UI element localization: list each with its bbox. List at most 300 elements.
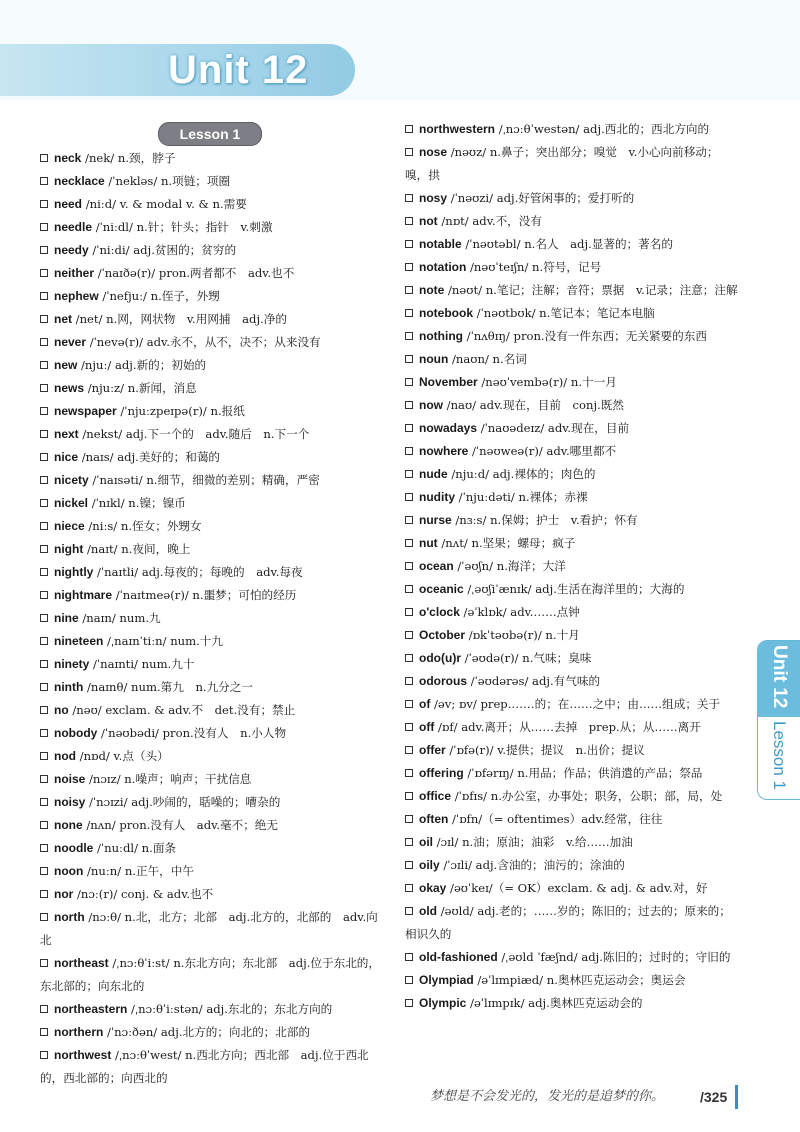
vocab-definition: /ˈɒfn/（= oftentimes）adv.经常，往往 [448, 812, 663, 826]
header-banner [0, 0, 800, 100]
vocab-entry [405, 279, 740, 302]
checkbox-icon[interactable] [40, 407, 48, 415]
vocab-entry [405, 831, 740, 854]
vocab-entry [40, 354, 382, 377]
vocab-word: ninety [54, 657, 90, 671]
vocab-word: nephew [54, 289, 99, 303]
vocab-word: nobody [54, 726, 98, 740]
vocab-word: northeastern [54, 1002, 128, 1016]
checkbox-icon[interactable] [40, 246, 48, 254]
checkbox-icon[interactable] [40, 315, 48, 323]
checkbox-icon[interactable] [40, 1028, 48, 1036]
vocab-definition: /ˈnɪkl/ n.镍；镍币 [88, 496, 186, 510]
vocab-entry [405, 348, 740, 371]
vocab-entry [40, 676, 382, 699]
vocab-word: nut [419, 536, 438, 550]
vocab-word: Olympic [419, 996, 467, 1010]
vocab-entry [40, 837, 382, 860]
checkbox-icon[interactable] [40, 660, 48, 668]
vocab-definition: /nəʊˈvembə(r)/ n.十一月 [477, 375, 617, 389]
checkbox-icon[interactable] [40, 1005, 48, 1013]
vocab-word: newspaper [54, 404, 117, 418]
checkbox-icon[interactable] [40, 890, 48, 898]
vocab-word: northeast [54, 956, 109, 970]
checkbox-icon[interactable] [405, 355, 413, 363]
vocab-entry [40, 607, 382, 630]
checkbox-icon[interactable] [40, 637, 48, 645]
vocab-word: notebook [419, 306, 473, 320]
vocab-entry [405, 394, 740, 417]
vocab-word: nude [419, 467, 448, 481]
vocab-definition: /nekst/ adj.下一个的 adv.随后 n.下一个 [78, 427, 310, 441]
vocab-entry [405, 693, 740, 716]
vocab-entry [40, 860, 382, 883]
vocab-entry [405, 854, 740, 877]
vocab-definition: /naɪnθ/ num.第九 n.九分之一 [83, 680, 253, 694]
checkbox-icon[interactable] [405, 884, 413, 892]
vocab-word: nightmare [54, 588, 113, 602]
checkbox-icon[interactable] [40, 867, 48, 875]
checkbox-icon[interactable] [40, 913, 48, 921]
vocab-word: November [419, 375, 478, 389]
vocab-word: nosy [419, 191, 448, 205]
vocab-definition: /ˈniːdi/ adj.贫困的；贫穷的 [88, 243, 237, 257]
vocab-entry [40, 722, 382, 745]
side-tab-unit-label: Unit 12 [769, 645, 790, 709]
checkbox-icon[interactable] [405, 286, 413, 294]
vocab-definition: /nəʊt/ n.笔记；注解；音符；票据 v.记录；注意；注解 [444, 283, 738, 297]
vocab-entry [405, 601, 740, 624]
vocab-definition: /ˈnevə(r)/ adv.永不，从不，决不；从来没有 [86, 335, 321, 349]
vocab-definition: /ˈəʊʃn/ n.海洋；大洋 [453, 559, 566, 573]
checkbox-icon[interactable] [40, 177, 48, 185]
checkbox-icon[interactable] [40, 453, 48, 461]
vocab-word: neck [54, 151, 82, 165]
vocab-entry [405, 233, 740, 256]
vocab-word: northwest [54, 1048, 112, 1062]
vocab-entry [405, 302, 740, 325]
vocab-word: old [419, 904, 437, 918]
vocab-word: noodle [54, 841, 94, 855]
vocab-word: news [54, 381, 85, 395]
vocab-entry [40, 262, 382, 285]
vocab-word: noun [419, 352, 449, 366]
checkbox-icon[interactable] [40, 522, 48, 530]
vocab-entry [40, 1044, 382, 1090]
vocab-entry [405, 440, 740, 463]
vocab-word: notable [419, 237, 462, 251]
vocab-word: nurse [419, 513, 452, 527]
checkbox-icon[interactable] [40, 844, 48, 852]
checkbox-icon[interactable] [40, 706, 48, 714]
vocab-definition: /ˈniːdl/ n.针；针头；指针 v.刺激 [92, 220, 273, 234]
vocab-entry [40, 216, 382, 239]
checkbox-icon[interactable] [405, 378, 413, 386]
vocab-definition: /naɪs/ adj.美好的；和蔼的 [78, 450, 221, 464]
vocab-word: noise [54, 772, 86, 786]
checkbox-icon[interactable] [405, 677, 413, 685]
vocab-entry [40, 170, 382, 193]
page-number-bar [735, 1085, 738, 1109]
vocab-definition: /ˈnəʊbədi/ pron.没有人 n.小人物 [97, 726, 287, 740]
checkbox-icon[interactable] [405, 585, 413, 593]
vocab-word: off [419, 720, 435, 734]
checkbox-icon[interactable] [405, 562, 413, 570]
checkbox-icon[interactable] [405, 401, 413, 409]
vocab-definition: /ˈnaɪtmeə(r)/ n.噩梦；可怕的经历 [112, 588, 297, 602]
vocab-definition: /ˈnefjuː/ n.侄子，外甥 [98, 289, 220, 303]
vocab-entry [405, 210, 740, 233]
checkbox-icon[interactable] [405, 309, 413, 317]
checkbox-icon[interactable] [405, 953, 413, 961]
right-word-column [405, 118, 740, 1015]
vocab-definition: /ˈnəʊweə(r)/ adv.哪里都不 [468, 444, 617, 458]
checkbox-icon[interactable] [405, 539, 413, 547]
checkbox-icon[interactable] [40, 545, 48, 553]
vocab-definition: /ˈnjuːdəti/ n.裸体；赤裸 [455, 490, 588, 504]
checkbox-icon[interactable] [40, 959, 48, 967]
vocab-definition: /njuːz/ n.新闻，消息 [84, 381, 197, 395]
checkbox-icon[interactable] [405, 424, 413, 432]
checkbox-icon[interactable] [405, 723, 413, 731]
vocab-definition: /əʊˈkeɪ/（= OK）exclam. & adj. & adv.对，好 [446, 881, 708, 895]
vocab-entry [40, 561, 382, 584]
checkbox-icon[interactable] [40, 200, 48, 208]
vocab-word: not [419, 214, 438, 228]
vocab-definition: /nɜːs/ n.保姆；护士 v.看护；怀有 [451, 513, 638, 527]
vocab-word: nightly [54, 565, 94, 579]
vocab-entry [40, 377, 382, 400]
checkbox-icon[interactable] [405, 332, 413, 340]
vocab-entry [40, 308, 382, 331]
checkbox-icon[interactable] [40, 430, 48, 438]
vocab-entry [40, 538, 382, 561]
vocab-definition: /ɔɪl/ n.油；原油；油彩 v.给……加油 [433, 835, 633, 849]
vocab-entry [405, 417, 740, 440]
vocab-definition: /nɔː(r)/ conj. & adv.也不 [73, 887, 214, 901]
vocab-word: odo(u)r [419, 651, 461, 665]
vocab-definition: /ˈɔɪli/ adj.含油的；油污的；涂油的 [439, 858, 625, 872]
vocab-word: oily [419, 858, 440, 872]
vocab-word: none [54, 818, 83, 832]
vocab-entry [40, 400, 382, 423]
vocab-definition: /ˈnɔːðən/ adj.北方的；向北的；北部的 [103, 1025, 311, 1039]
vocab-definition: /ˈnɔɪzi/ adj.吵闹的，聒噪的；嘈杂的 [85, 795, 281, 809]
checkbox-icon[interactable] [405, 976, 413, 984]
vocab-entry [405, 647, 740, 670]
checkbox-icon[interactable] [40, 798, 48, 806]
vocab-entry [40, 791, 382, 814]
vocab-entry [40, 768, 382, 791]
vocab-entry [40, 492, 382, 515]
footer-motto: 梦想是不会发光的，发光的是追梦的你。 [430, 1089, 665, 1104]
vocab-entry [405, 624, 740, 647]
vocab-definition: /nɒt/ adv.不，没有 [437, 214, 542, 228]
vocab-entry [40, 906, 382, 952]
vocab-word: north [54, 910, 85, 924]
checkbox-icon[interactable] [405, 700, 413, 708]
vocab-definition: /ˌnaɪnˈtiːn/ num.十九 [103, 634, 223, 648]
vocab-word: next [54, 427, 79, 441]
vocab-word: now [419, 398, 443, 412]
vocab-entry [405, 509, 740, 532]
vocab-definition: /nʌt/ n.坚果；螺母；疯子 [437, 536, 576, 550]
vocab-definition: /nuːn/ n.正午，中午 [83, 864, 194, 878]
vocab-definition: /ˈəʊdərəs/ adj.有气味的 [467, 674, 601, 688]
vocab-word: old-fashioned [419, 950, 498, 964]
vocab-word: neither [54, 266, 95, 280]
vocab-definition: /ˈnaʊədeɪz/ adv.现在，目前 [477, 421, 630, 435]
vocab-entry [40, 423, 382, 446]
vocab-entry [405, 486, 740, 509]
vocab-word: offering [419, 766, 464, 780]
vocab-entry [40, 952, 382, 998]
vocab-word: northern [54, 1025, 104, 1039]
checkbox-icon[interactable] [40, 591, 48, 599]
vocab-entry [405, 670, 740, 693]
vocab-entry [405, 992, 740, 1015]
vocab-entry [405, 762, 740, 785]
vocab-word: northwestern [419, 122, 496, 136]
vocab-word: October [419, 628, 466, 642]
checkbox-icon[interactable] [405, 907, 413, 915]
vocab-definition: /njuː/ adj.新的；初始的 [77, 358, 207, 372]
checkbox-icon[interactable] [40, 568, 48, 576]
checkbox-icon[interactable] [405, 608, 413, 616]
vocab-word: nod [54, 749, 76, 763]
vocab-word: oceanic [419, 582, 464, 596]
vocab-entry [405, 141, 740, 187]
vocab-word: o'clock [419, 605, 460, 619]
vocab-definition: /əʊld/ adj.老的；……岁的；陈旧的；过去的；原来的；相识久的 [405, 904, 731, 941]
vocab-entry [40, 745, 382, 768]
checkbox-icon[interactable] [40, 683, 48, 691]
vocab-entry [405, 716, 740, 739]
vocab-word: never [54, 335, 87, 349]
vocab-word: offer [419, 743, 446, 757]
vocab-entry [40, 653, 382, 676]
vocab-entry [405, 900, 740, 946]
vocab-word: net [54, 312, 72, 326]
side-tab-unit [758, 641, 800, 717]
vocab-definition: /ˈnaɪðə(r)/ pron.两者都不 adv.也不 [94, 266, 295, 280]
checkbox-icon[interactable] [40, 821, 48, 829]
vocab-definition: /nəʊz/ n.鼻子；突出部分；嗅觉 v.小心向前移动；嗅，拱 [405, 145, 719, 182]
vocab-definition: /nɔɪz/ n.噪声；响声；干扰信息 [85, 772, 252, 786]
checkbox-icon[interactable] [40, 269, 48, 277]
vocab-word: okay [419, 881, 447, 895]
left-word-column [40, 147, 382, 1090]
vocab-definition: /ˈnʌθɪŋ/ pron.没有一件东西；无关紧要的东西 [462, 329, 707, 343]
vocab-entry [405, 118, 740, 141]
vocab-entry [40, 630, 382, 653]
vocab-word: nineteen [54, 634, 104, 648]
checkbox-icon[interactable] [40, 775, 48, 783]
vocab-definition: /ɒkˈtəʊbə(r)/ n.十月 [465, 628, 580, 642]
vocab-word: oil [419, 835, 433, 849]
vocab-definition: /ˌnɔːθˈwest/ n.西北方向；西北部 adj.位于西北的，西北部的；向西北的 [40, 1048, 369, 1085]
vocab-word: nowhere [419, 444, 469, 458]
checkbox-icon[interactable] [405, 194, 413, 202]
vocab-entry [405, 371, 740, 394]
vocab-entry [40, 998, 382, 1021]
vocab-entry [40, 515, 382, 538]
checkbox-icon[interactable] [405, 999, 413, 1007]
vocab-definition: /ˈnuːdl/ n.面条 [93, 841, 177, 855]
side-tab-lesson-label: Lesson 1 [770, 721, 789, 790]
vocab-entry [405, 946, 740, 969]
vocab-entry [40, 699, 382, 722]
vocab-definition: /naɪt/ n.夜间，晚上 [83, 542, 191, 556]
vocab-definition: /ɒf/ adv.离开；从……去掉 prep.从；从……离开 [434, 720, 701, 734]
vocab-definition: /ˈnekləs/ n.项链；项圈 [104, 174, 231, 188]
vocab-definition: /ˈnəʊzi/ adj.好管闲事的；爱打听的 [447, 191, 635, 205]
checkbox-icon[interactable] [40, 752, 48, 760]
checkbox-icon[interactable] [405, 217, 413, 225]
vocab-definition: /ˈɒfə(r)/ v.提供；提议 n.出价；提议 [445, 743, 645, 757]
vocab-word: needy [54, 243, 89, 257]
vocab-word: nudity [419, 490, 455, 504]
vocab-word: needle [54, 220, 93, 234]
vocab-definition: /naʊ/ adv.现在，目前 conj.既然 [443, 398, 624, 412]
checkbox-icon[interactable] [405, 815, 413, 823]
vocab-entry [40, 331, 382, 354]
vocab-word: noon [54, 864, 84, 878]
vocab-definition: /nʌn/ pron.没有人 adv.毫不；绝无 [82, 818, 278, 832]
vocab-definition: /nəʊ/ exclam. & adv.不 det.没有；禁止 [68, 703, 296, 717]
checkbox-icon[interactable] [40, 476, 48, 484]
vocab-definition: /nɒd/ v.点（头） [76, 749, 169, 763]
vocab-definition: /naʊn/ n.名词 [448, 352, 527, 366]
vocab-definition: /əv; ɒv/ prep.……的；在……之中；由……组成；关于 [430, 697, 721, 711]
checkbox-icon[interactable] [40, 614, 48, 622]
vocab-definition: /niːd/ v. & modal v. & n.需要 [82, 197, 247, 211]
vocab-word: necklace [54, 174, 105, 188]
vocab-entry [40, 285, 382, 308]
vocab-word: nothing [419, 329, 463, 343]
vocab-definition: /ˈnaɪsəti/ n.细节，细微的差别；精确，严密 [88, 473, 320, 487]
page-number: /325 [700, 1089, 728, 1105]
vocab-definition: /nɔːθ/ n.北，北方；北部 adj.北方的，北部的 adv.向北 [40, 910, 378, 947]
vocab-entry [405, 532, 740, 555]
vocab-entry [40, 814, 382, 837]
vocab-definition: /ˈnaɪtli/ adj.每夜的；每晚的 adv.每夜 [93, 565, 303, 579]
vocab-entry [40, 193, 382, 216]
vocab-definition: /ˈnjuːzpeɪpə(r)/ n.报纸 [116, 404, 245, 418]
vocab-entry [40, 446, 382, 469]
checkbox-icon[interactable] [405, 240, 413, 248]
vocab-definition: /ˈnəʊtbʊk/ n.笔记本；笔记本电脑 [473, 306, 655, 320]
vocab-word: nose [419, 145, 448, 159]
checkbox-icon[interactable] [40, 384, 48, 392]
vocab-word: note [419, 283, 445, 297]
vocab-definition: /net/ n.网，网状物 v.用网捕 adj.净的 [72, 312, 287, 326]
vocab-definition: /njuːd/ adj.裸体的；肉色的 [447, 467, 596, 481]
vocab-entry [40, 584, 382, 607]
vocab-definition: /nəʊˈteɪʃn/ n.符号，记号 [466, 260, 602, 274]
checkbox-icon[interactable] [40, 292, 48, 300]
side-tab [757, 640, 800, 800]
vocab-definition: /ˌnɔːθˈiːst/ n.东北方向；东北部 adj.位于东北的，东北部的；向东北的 [40, 956, 380, 993]
vocab-entry [405, 578, 740, 601]
vocab-word: of [419, 697, 431, 711]
vocab-word: new [54, 358, 78, 372]
checkbox-icon[interactable] [405, 516, 413, 524]
checkbox-icon[interactable] [405, 447, 413, 455]
vocab-entry [405, 877, 740, 900]
vocab-definition: /ˌnɔːθˈiːstən/ adj.东北的；东北方向的 [127, 1002, 333, 1016]
checkbox-icon[interactable] [405, 838, 413, 846]
vocab-entry [40, 883, 382, 906]
checkbox-icon[interactable] [405, 654, 413, 662]
vocab-entry [405, 969, 740, 992]
lesson-badge: Lesson 1 [158, 122, 262, 146]
vocab-entry [405, 555, 740, 578]
vocab-definition: /əˈlɪmpɪk/ adj.奥林匹克运动会的 [466, 996, 643, 1010]
vocab-definition: /əˈklɒk/ adv.……点钟 [459, 605, 580, 619]
checkbox-icon[interactable] [405, 125, 413, 133]
vocab-definition: /ˌəʊʃiˈænɪk/ adj.生活在海洋里的；大海的 [463, 582, 685, 596]
side-tab-lesson [758, 717, 800, 800]
vocab-entry [405, 808, 740, 831]
checkbox-icon[interactable] [40, 223, 48, 231]
vocab-word: need [54, 197, 83, 211]
checkbox-icon[interactable] [40, 729, 48, 737]
vocab-word: nicety [54, 473, 89, 487]
checkbox-icon[interactable] [40, 338, 48, 346]
vocab-entry [40, 469, 382, 492]
checkbox-icon[interactable] [405, 769, 413, 777]
vocab-entry [405, 785, 740, 808]
vocab-word: notation [419, 260, 467, 274]
unit-title: Unit 12 [168, 48, 309, 92]
vocab-word: nickel [54, 496, 89, 510]
checkbox-icon[interactable] [40, 499, 48, 507]
checkbox-icon[interactable] [40, 154, 48, 162]
vocab-entry [405, 256, 740, 279]
checkbox-icon[interactable] [40, 361, 48, 369]
vocab-word: ninth [54, 680, 84, 694]
vocab-word: Olympiad [419, 973, 474, 987]
vocab-word: office [419, 789, 452, 803]
vocab-definition: /niːs/ n.侄女；外甥女 [84, 519, 202, 533]
vocab-word: nor [54, 887, 74, 901]
vocab-definition: /ˈnəʊtəbl/ n.名人 adj.显著的；著名的 [461, 237, 673, 251]
checkbox-icon[interactable] [405, 470, 413, 478]
checkbox-icon[interactable] [405, 861, 413, 869]
vocab-definition: /ˈɒfərɪŋ/ n.用品；作品；供消遣的产品；祭品 [463, 766, 703, 780]
vocab-entry [405, 739, 740, 762]
vocab-entry [40, 1021, 382, 1044]
checkbox-icon[interactable] [40, 1051, 48, 1059]
checkbox-icon[interactable] [405, 148, 413, 156]
checkbox-icon[interactable] [405, 746, 413, 754]
vocab-entry [40, 147, 382, 170]
vocab-entry [405, 463, 740, 486]
checkbox-icon[interactable] [405, 631, 413, 639]
checkbox-icon[interactable] [405, 263, 413, 271]
vocab-word: noisy [54, 795, 86, 809]
vocab-entry [405, 187, 740, 210]
vocab-definition: /naɪn/ num.九 [78, 611, 161, 625]
vocab-definition: /ˌnɔːθˈwestən/ adj.西北的；西北方向的 [495, 122, 710, 136]
checkbox-icon[interactable] [405, 493, 413, 501]
vocab-definition: /ˈɒfɪs/ n.办公室，办事处；职务，公职；部，局，处 [451, 789, 723, 803]
vocab-word: no [54, 703, 69, 717]
vocab-definition: /əˈlɪmpiæd/ n.奥林匹克运动会；奥运会 [473, 973, 686, 987]
checkbox-icon[interactable] [405, 792, 413, 800]
vocab-word: often [419, 812, 449, 826]
